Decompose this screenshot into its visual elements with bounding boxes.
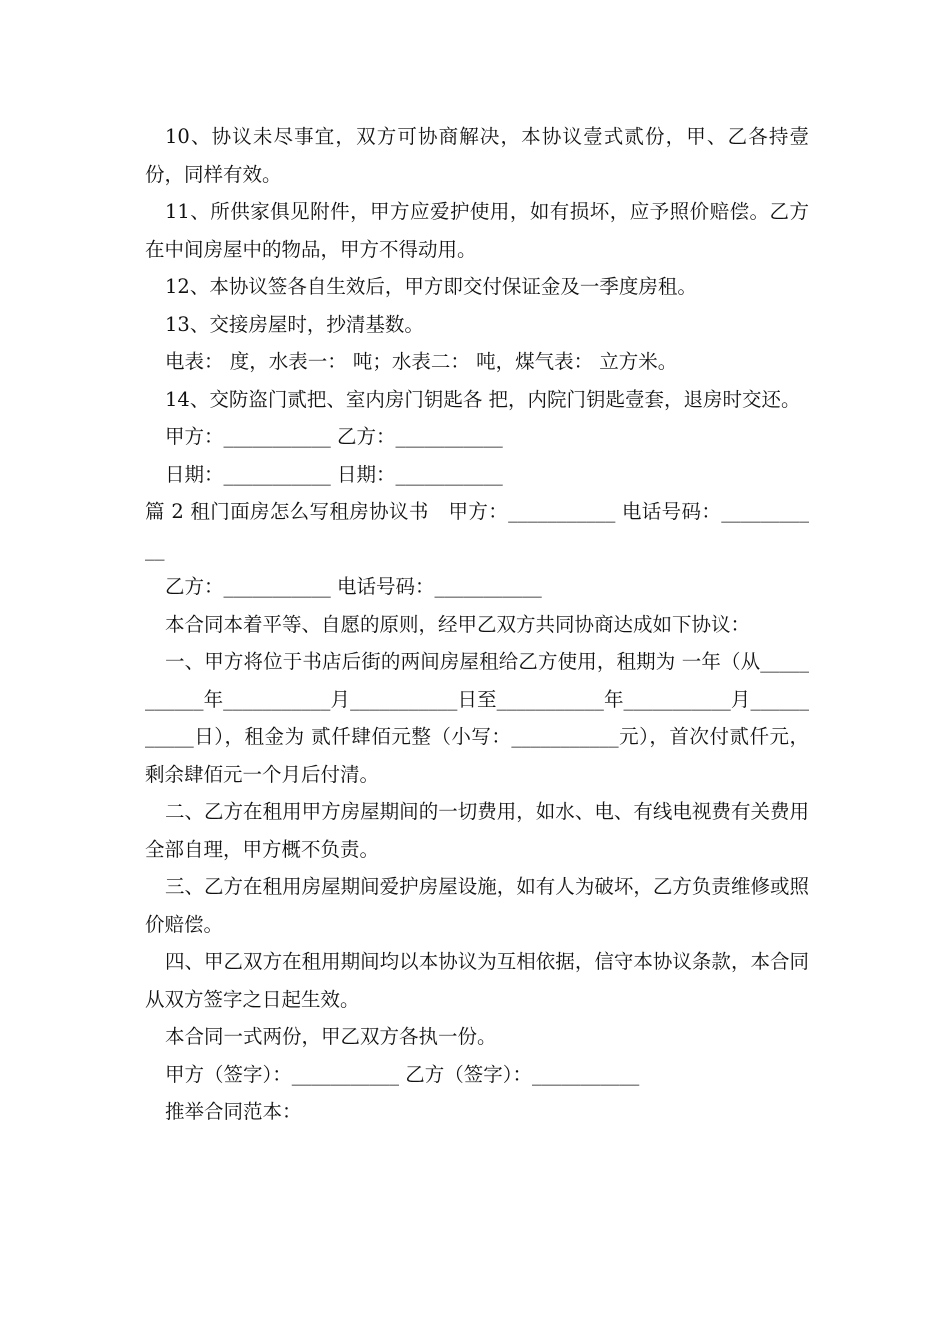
- article-1: 一、甲方将位于书店后街的两间房屋租给乙方使用，租期为 一年（从___________年___________月___________日至___________年___________月___________日），租金为 贰仟肆佰元整（小写：___________元），首次付贰仟元，剩余肆佰元一个月后付清。: [145, 650, 809, 786]
- party-b-phone-line: 乙方：___________ 电话号码：___________: [165, 575, 542, 598]
- clause-12: 12、本协议签各自生效后，甲方即交付保证金及一季度房租。: [165, 275, 697, 298]
- party-signature-line: 甲方：___________ 乙方：___________: [165, 425, 503, 448]
- article-3: 三、乙方在租用房屋期间爱护房屋设施，如有人为破坏，乙方负责维修或照价赔偿。: [145, 875, 809, 936]
- clause-13: 13、交接房屋时，抄清基数。: [165, 312, 424, 336]
- contract-intro: 本合同本着平等、自愿的原则，经甲乙双方共同协商达成如下协议：: [165, 612, 751, 636]
- clause-11: 11、所供家俱见附件，甲方应爱护使用，如有损坏，应予照价赔偿。乙方在中间房屋中的物品，甲方不得动用。: [145, 200, 809, 261]
- meter-readings: 电表： 度，水表一： 吨；水表二： 吨，煤气表： 立方米。: [165, 350, 678, 373]
- recommended-templates-label: 推举合同范本：: [165, 1100, 302, 1123]
- date-signature-line: 日期：___________ 日期：___________: [165, 462, 503, 486]
- clause-10: 10、协议未尽事宜，双方可协商解决，本协议壹式贰份，甲、乙各持壹份，同样有效。: [145, 125, 809, 186]
- article-4: 四、甲乙双方在租用期间均以本协议为互相依据，信守本协议条款，本合同从双方签字之日起生效。: [145, 950, 809, 1011]
- document-page: [145, 118, 809, 1131]
- article-2: 二、乙方在租用甲方房屋期间的一切费用，如水、电、有线电视费有关费用全部自理，甲方概不负责。: [145, 800, 809, 861]
- copies-statement: 本合同一式两份，甲乙双方各执一份。: [165, 1025, 497, 1048]
- section-2-heading: 篇 2 租门面房怎么写租房协议书 甲方：___________ 电话号码：___________: [145, 500, 809, 561]
- final-signature-line: 甲方（签字）：___________ 乙方（签字）：___________: [165, 1062, 640, 1086]
- clause-14: 14、交防盗门贰把、室内房门钥匙各 把，内院门钥匙壹套，退房时交还。: [165, 387, 801, 411]
